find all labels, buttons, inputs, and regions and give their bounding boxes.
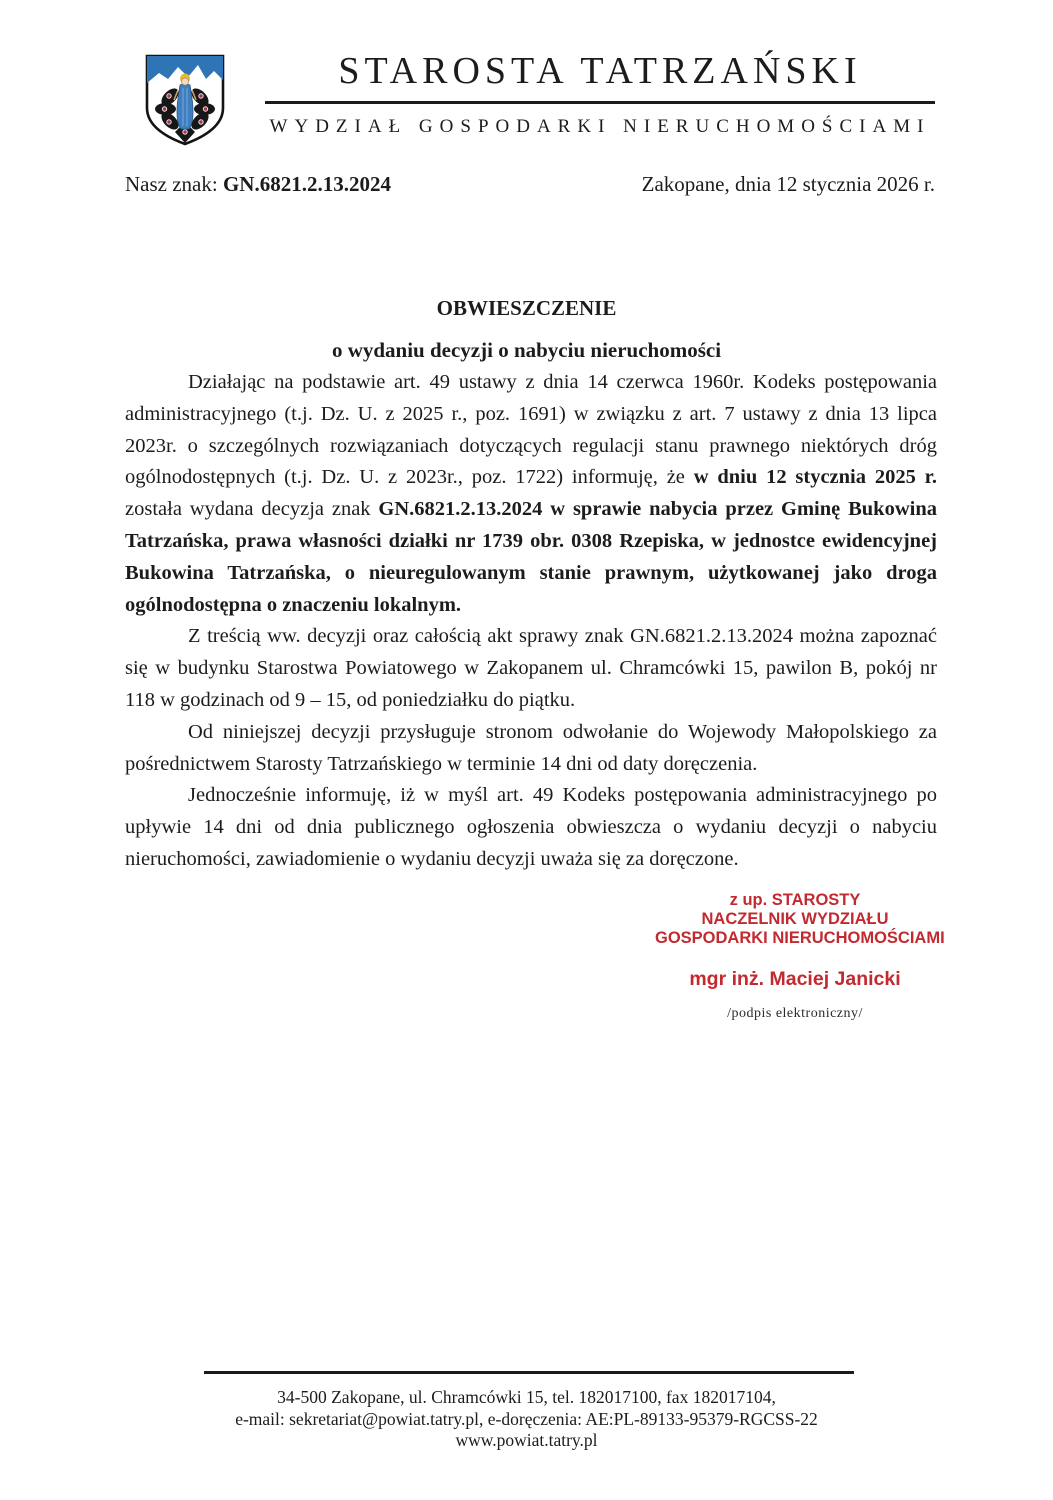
notice-paragraph: Jednocześnie informuję, iż w myśl art. 49 Kodeks postępowania administracyjnego po upływie 14 dni od dnia publicznego ogłoszenia obwieszcza o wydaniu decyzji o nabyciu nieruchomości, zawiadomienie o wydaniu decyzji uważa się za doręczone. bbox=[125, 784, 937, 870]
header-divider bbox=[265, 101, 935, 104]
notice-paragraph: Działając na podstawie art. 49 ustawy z dnia 14 czerwca 1960r. Kodeks postępowania administracyjnego (t.j. Dz. U. z 2025 r., poz. 1691) w związku z art. 7 ustawy z dnia 13 lipca 2023r. o szczególnych rozwiązaniach dotyczących regulacji stanu prawnego niektórych dróg ogólnodostępnych (t.j. Dz. U. z 2023r., poz. 1722) informuję, że w dniu 12 stycznia 2025 r. została wydana decyzja znak GN.6821.2.13.2024 w sprawie nabycia przez Gminę Bukowina Tatrzańska, prawa własności działki nr 1739 obr. 0308 Rzepiska, w jednostce ewidencyjnej Bukowina Tatrzańska, o nieuregulowanym stanie prawnym, użytkowanej jako droga ogólnodostępna o znaczeniu lokalnym. bbox=[125, 371, 937, 616]
signature-authority-line: NACZELNIK WYDZIAŁU bbox=[701, 910, 889, 928]
signature-authority-line: GOSPODARKI NIERUCHOMOŚCIAMI bbox=[655, 929, 945, 947]
reference-label: Nasz znak: bbox=[125, 172, 223, 196]
letterhead bbox=[265, 50, 935, 138]
signature-authority-line: z up. STAROSTY bbox=[729, 891, 861, 909]
notice-subtitle: o wydaniu decyzji o nabyciu nieruchomości bbox=[331, 338, 722, 362]
signature-name: mgr inż. Maciej Janicki bbox=[689, 968, 901, 990]
reference-row bbox=[125, 171, 935, 197]
notice-paragraphs bbox=[125, 367, 937, 876]
coat-of-arms-icon bbox=[143, 52, 227, 148]
footer-contact-line: e-mail: sekretariat@powiat.tatry.pl, e-doręczenia: AE:PL-89133-95379-RGCSS-22 bbox=[235, 1408, 818, 1429]
footer-address-line: 34-500 Zakopane, ul. Chramcówki 15, tel. 182017100, fax 182017104, bbox=[277, 1387, 776, 1407]
signature-type: /podpis elektroniczny/ bbox=[727, 1006, 863, 1021]
notice-title: OBWIESZCZENIE bbox=[436, 296, 617, 320]
footer-divider bbox=[204, 1371, 854, 1374]
place-date: Zakopane, dnia 12 stycznia 2026 r. bbox=[641, 172, 935, 196]
footer bbox=[0, 1387, 1053, 1452]
reference-number bbox=[125, 171, 391, 197]
org-title: STAROSTA TATRZAŃSKI bbox=[338, 50, 862, 92]
reference-value: GN.6821.2.13.2024 bbox=[222, 172, 391, 196]
footer-website: www.powiat.tatry.pl bbox=[455, 1430, 598, 1450]
department-title: WYDZIAŁ GOSPODARKI NIERUCHOMOŚCIAMI bbox=[269, 116, 931, 137]
notice-paragraph: Od niniejszej decyzji przysługuje stronom odwołanie do Wojewody Małopolskiego za pośrednictwem Starosty Tatrzańskiego w terminie 14 dni od daty doręczenia. bbox=[125, 720, 937, 775]
signature-block bbox=[655, 891, 945, 1022]
notice-paragraph: Z treścią ww. decyzji oraz całością akt sprawy znak GN.6821.2.13.2024 można zapoznać się w budynku Starostwa Powiatowego w Zakopanem ul. Chramcówki 15, pawilon B, pokój nr 118 w godzinach od 9 – 15, od poniedziałku do piątku. bbox=[125, 625, 937, 711]
